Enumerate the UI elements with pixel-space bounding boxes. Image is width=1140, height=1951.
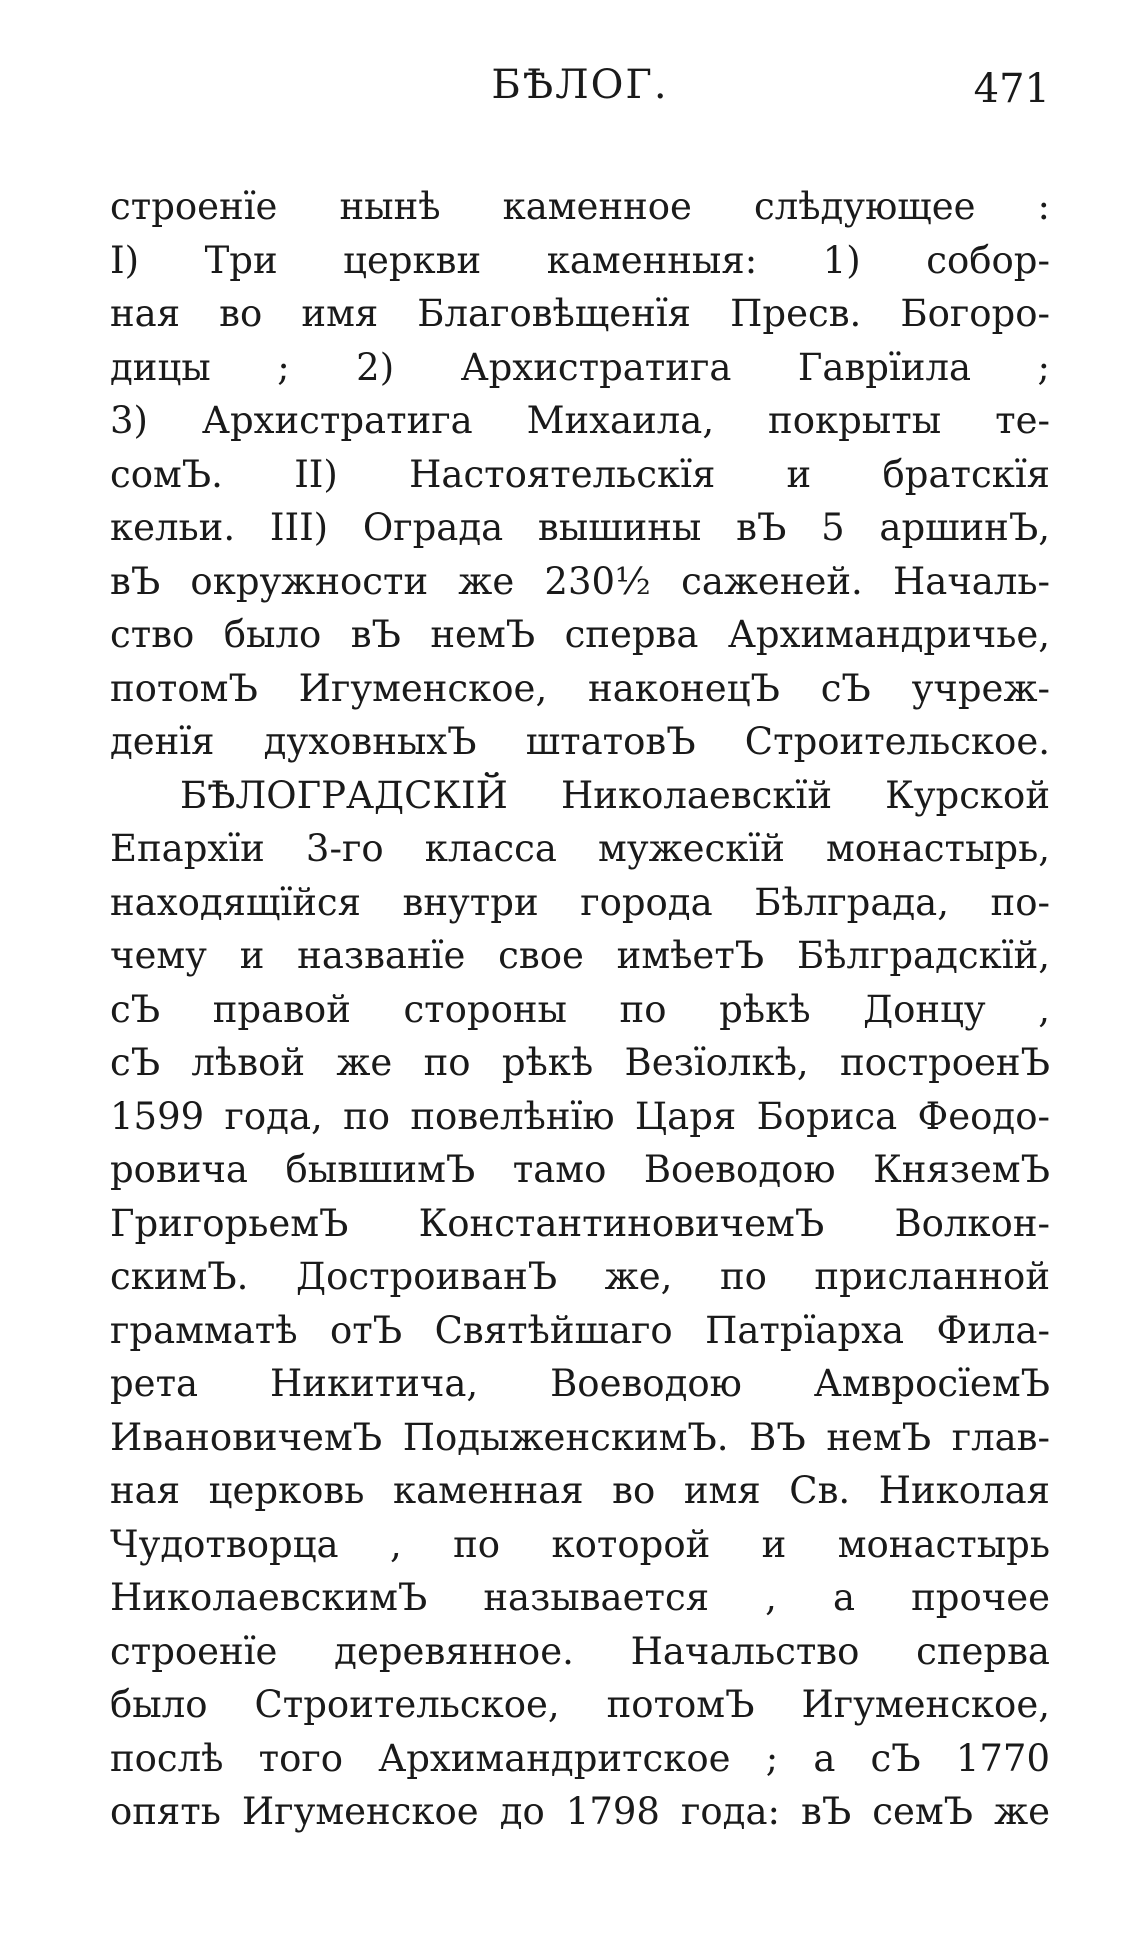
- text-line: послѣ того Архимандритское ; а сЪ 1770: [110, 1736, 1050, 1780]
- text-line: ИвановичемЪ ПодыженскимЪ. ВЪ немЪ глав-: [110, 1415, 1050, 1459]
- text-line: сомЪ. II) Настоятельскїя и братскїя: [110, 452, 1050, 496]
- text-line: строенїе деревянное. Начальство сперва: [110, 1629, 1050, 1673]
- body-text: [110, 180, 1050, 1839]
- page-number: 471: [973, 66, 1050, 112]
- text-line: 1599 года, по повелѣнїю Царя Бориса Феодо-: [110, 1094, 1050, 1138]
- text-line: 3) Архистратига Михаила, покрыты те-: [110, 399, 1050, 442]
- text-line: дицы ; 2) Архистратига Гаврїила ;: [110, 345, 1050, 389]
- text-line: Епархїи 3-го класса мужескїй монастырь,: [110, 827, 1050, 870]
- text-line: денїя духовныхЪ штатовЪ Строительское.: [110, 720, 1050, 763]
- text-line: вЪ окружности же 230½ саженей. Началь-: [110, 559, 1050, 603]
- page-header: [110, 62, 1050, 122]
- text-line: I) Три церкви каменныя: 1) собор-: [110, 238, 1050, 282]
- entry-heading-line: БѢЛОГРАДСКІЙ Николаевскїй Курской: [180, 773, 1050, 817]
- text-line: ная церковь каменная во имя Св. Николая: [110, 1469, 1050, 1512]
- text-line: ГригорьемЪ КонстантиновичемЪ Волкон-: [110, 1201, 1050, 1245]
- text-line: было Строительское, потомЪ Игуменское,: [110, 1683, 1050, 1726]
- text-line: Чудотворца , по которой и монастырь: [110, 1522, 1050, 1566]
- text-line: рета Никитича, Воеводою АмвросїемЪ: [110, 1362, 1050, 1405]
- text-line: сЪ лѣвой же по рѣкѣ Везїолкѣ, построенЪ: [110, 1041, 1050, 1084]
- text-line: скимЪ. ДостроиванЪ же, по присланной: [110, 1255, 1050, 1298]
- text-line: кельи. III) Ограда вышины вЪ 5 аршинЪ,: [110, 506, 1050, 549]
- text-line: НиколаевскимЪ называется , а прочее: [110, 1576, 1050, 1619]
- text-line: грамматѣ отЪ Святѣйшаго Патрїарха Фила-: [110, 1308, 1050, 1352]
- text-line: чему и названїе свое имѣетЪ Бѣлградскїй,: [110, 934, 1050, 977]
- text-line: находящїйся внутри города Бѣлграда, по-: [110, 880, 1050, 924]
- text-line: строенїе нынѣ каменное слѣдующее :: [110, 185, 1050, 228]
- text-line: сЪ правой стороны по рѣкѣ Донцу ,: [110, 987, 1050, 1031]
- text-line: ровича бывшимЪ тамо Воеводою КняземЪ: [110, 1148, 1050, 1191]
- running-head: БѢЛОГ.: [491, 62, 669, 108]
- text-line: ство было вЪ немЪ сперва Архимандричье,: [110, 613, 1050, 656]
- text-line: опять Игуменское до 1798 года: вЪ семЪ же: [110, 1790, 1050, 1833]
- text-line: потомЪ Игуменское, наконецЪ сЪ учреж-: [110, 666, 1050, 710]
- text-line: ная во имя Благовѣщенїя Пресв. Богоро-: [110, 292, 1050, 335]
